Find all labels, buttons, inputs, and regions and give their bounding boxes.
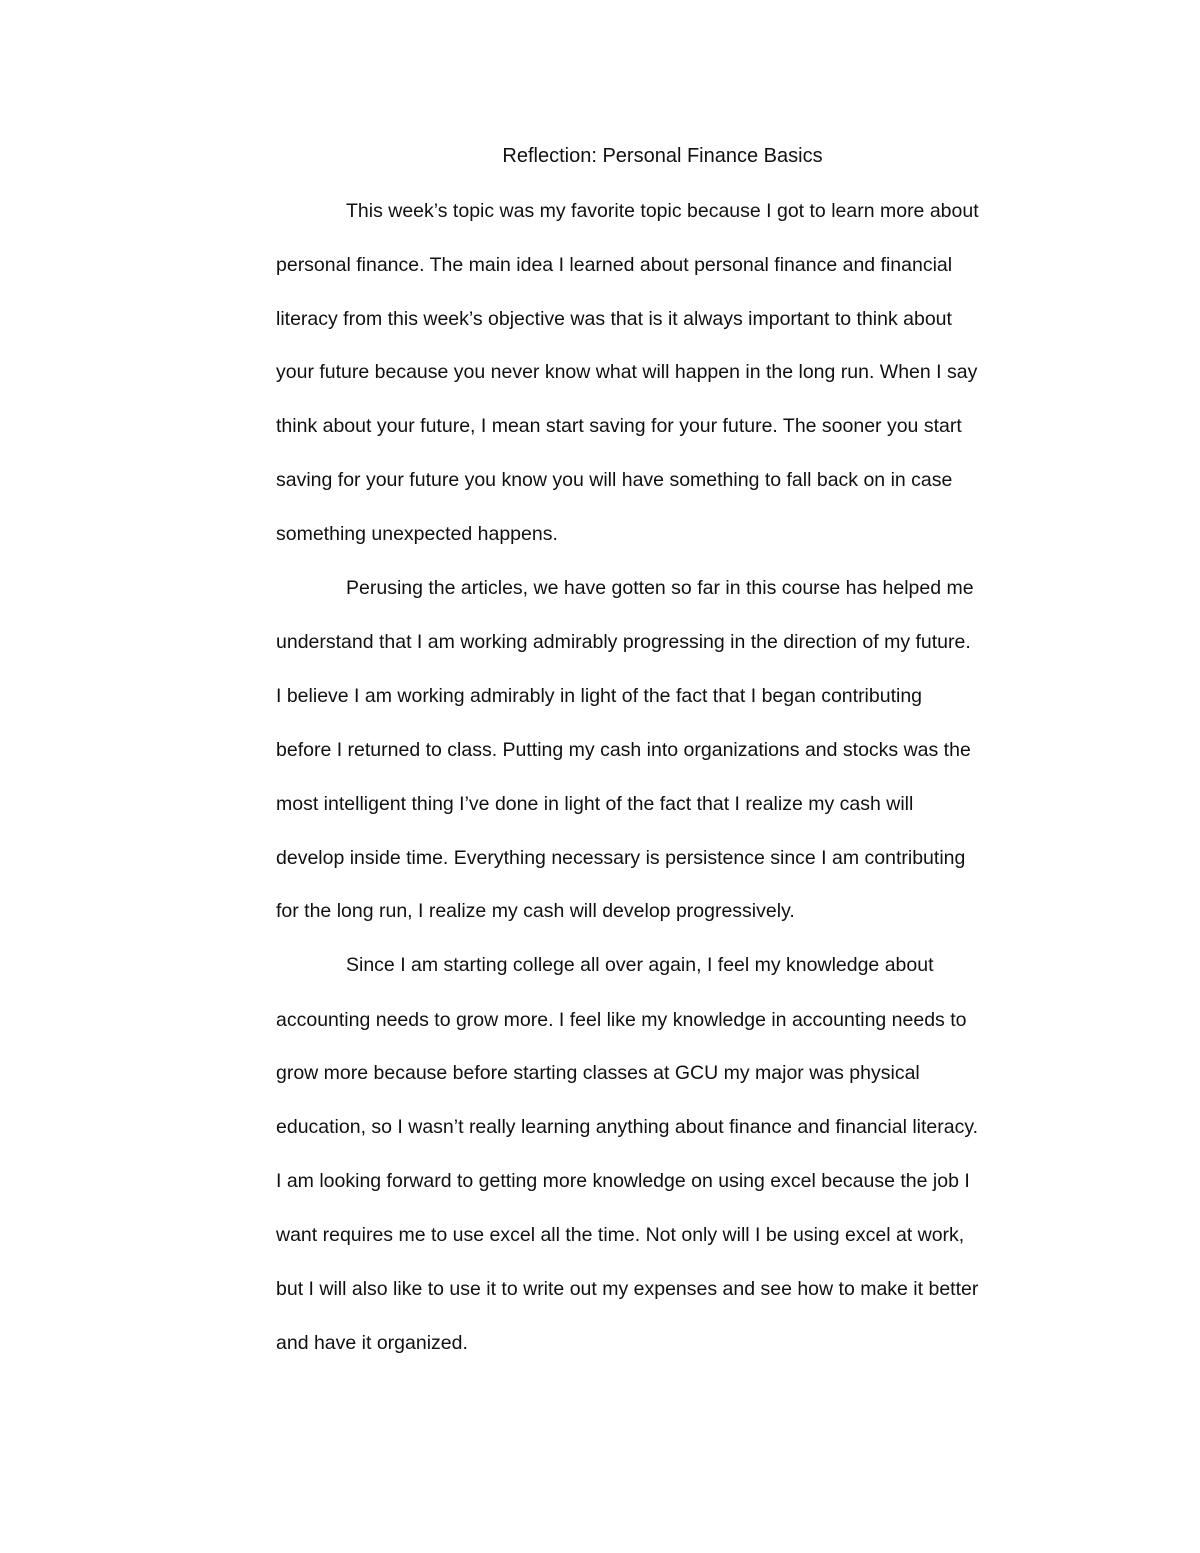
- paragraph-2-line: before I returned to class. Putting my cash into organizations and stocks was the: [276, 739, 971, 761]
- paragraph-3-line: education, so I wasn’t really learning anything about finance and financial literacy.: [276, 1116, 979, 1138]
- paragraph-2-line: for the long run, I realize my cash will develop progressively.: [276, 900, 795, 922]
- paragraph-3-line: accounting needs to grow more. I feel like my knowledge in accounting needs to: [276, 1009, 967, 1031]
- paragraph-3-line: grow more because before starting classes at GCU my major was physical: [276, 1062, 920, 1084]
- paragraph-3-line: but I will also like to use it to write out my expenses and see how to make it better: [276, 1278, 979, 1300]
- paragraph-1-line: literacy from this week’s objective was that is it always important to think about: [276, 308, 952, 330]
- paragraph-1-line: This week’s topic was my favorite topic because I got to learn more about: [346, 200, 979, 222]
- paragraph-3-line: want requires me to use excel all the time. Not only will I be using excel at work,: [276, 1224, 965, 1246]
- paragraph-2-line: most intelligent thing I’ve done in light of the fact that I realize my cash will: [276, 793, 914, 815]
- document-title: Reflection: Personal Finance Basics: [502, 145, 823, 167]
- paragraph-1-line: saving for your future you know you will have something to fall back on in case: [276, 469, 953, 491]
- paragraph-3-line: and have it organized.: [276, 1332, 468, 1354]
- paragraph-2-line: I believe I am working admirably in light of the fact that I began contributing: [276, 685, 923, 707]
- paragraph-1-line: think about your future, I mean start saving for your future. The sooner you start: [276, 415, 962, 437]
- paragraph-1-line: your future because you never know what will happen in the long run. When I say: [276, 361, 978, 383]
- paragraph-3-line: Since I am starting college all over again, I feel my knowledge about: [346, 954, 934, 976]
- paragraph-2-line: develop inside time. Everything necessary is persistence since I am contributing: [276, 847, 966, 869]
- paragraph-2-line: Perusing the articles, we have gotten so far in this course has helped me: [346, 577, 974, 599]
- paragraph-3-line: I am looking forward to getting more knowledge on using excel because the job I: [276, 1170, 970, 1192]
- paragraph-1-line: something unexpected happens.: [276, 523, 558, 545]
- paragraph-2-line: understand that I am working admirably progressing in the direction of my future.: [276, 631, 971, 653]
- paragraph-1-line: personal finance. The main idea I learned about personal finance and financial: [276, 254, 953, 276]
